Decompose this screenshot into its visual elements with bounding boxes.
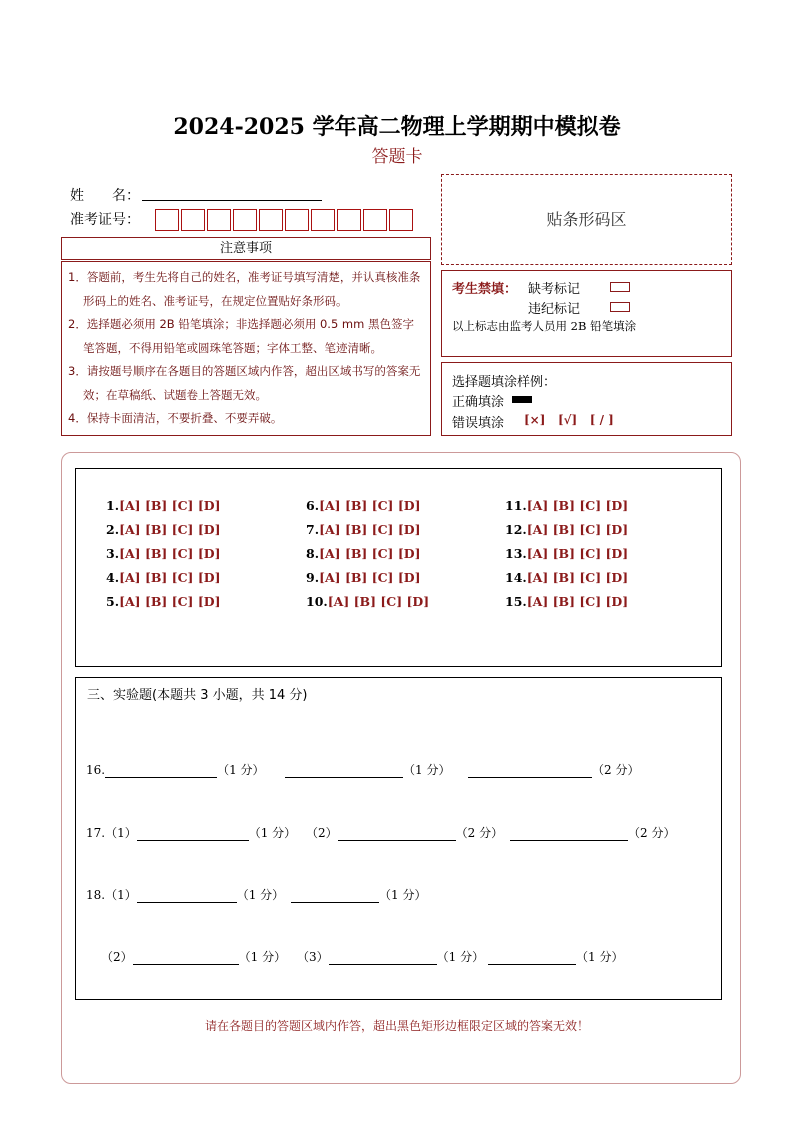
id-digit-box[interactable]: [311, 209, 335, 231]
choice-question: [505, 498, 628, 513]
choice-options[interactable]: [A] [B] [C] [D]: [119, 546, 221, 561]
choice-options[interactable]: [A] [B] [C] [D]: [526, 522, 629, 537]
question-number: 14.: [505, 570, 527, 585]
answer-blank[interactable]: [105, 763, 217, 778]
choice-options[interactable]: [A] [B] [C] [D]: [327, 594, 430, 609]
answer-blank[interactable]: [338, 826, 456, 841]
question-number: 1.: [106, 498, 120, 513]
choice-options[interactable]: [A] [B] [C] [D]: [119, 498, 221, 513]
choice-options[interactable]: [A] [B] [C] [D]: [526, 546, 629, 561]
question-number: 2.: [106, 522, 120, 537]
absent-label: 缺考标记: [528, 282, 581, 297]
notice-item: 1．答题前，考生先将自己的姓名，准考证号填写清楚，并认真核准条形码上的姓名、准考证号，在规定位置贴好条形码。: [68, 270, 421, 308]
q17-row-3: [510, 824, 675, 841]
q18-row-b: [101, 948, 286, 965]
score: （1 分）: [248, 826, 297, 840]
answer-blank[interactable]: [468, 763, 592, 778]
forbidden-note: 以上标志由监考人员用 2B 铅笔填涂: [452, 319, 637, 333]
q17-row: [86, 824, 296, 841]
notice-list: [62, 262, 430, 431]
question-number: 11.: [505, 498, 527, 513]
id-digit-box[interactable]: [233, 209, 257, 231]
q18-row: [86, 886, 284, 903]
choice-question: [505, 546, 628, 561]
choice-question: [505, 594, 628, 609]
fill-example-box: [441, 362, 732, 436]
notice-heading: 注意事项: [219, 241, 272, 256]
q16-number: 16.: [86, 763, 106, 777]
score: （1 分）: [236, 888, 285, 902]
choice-options[interactable]: [A] [B] [C] [D]: [119, 570, 221, 585]
id-digit-box[interactable]: [181, 209, 205, 231]
score: （1 分）: [576, 950, 624, 964]
notice-box: [61, 261, 431, 436]
score: （1 分）: [379, 888, 427, 902]
question-number: 12.: [505, 522, 527, 537]
score: （2 分）: [628, 826, 676, 840]
violation-mark[interactable]: [610, 302, 630, 312]
q18-part2: （2）: [101, 950, 133, 964]
score: （1 分）: [238, 950, 287, 964]
question-number: 4.: [106, 570, 120, 585]
q16-row-3: [468, 761, 639, 778]
q18-part3: （3）: [297, 950, 329, 964]
id-label: 准考证号：: [70, 212, 140, 228]
notice-item: 3．请按题号顺序在各题目的答题区域内作答，超出区域书写的答案无效；在草稿纸、试题卷上答题无效。: [68, 364, 421, 402]
question-number: 9.: [306, 570, 320, 585]
choice-question: [106, 522, 221, 537]
choice-options[interactable]: [A] [B] [C] [D]: [526, 498, 629, 513]
name-label: 姓 名：: [70, 188, 140, 204]
answer-blank[interactable]: [133, 950, 239, 965]
choice-question: [306, 570, 421, 585]
experiment-title: 三、实验题(本题共 3 小题，共 14 分): [87, 688, 308, 703]
q18-number: 18.（1）: [86, 888, 137, 902]
q16-row-2: [285, 761, 450, 778]
notice-item: 2．选择题必须用 2B 铅笔填涂；非选择题必须用 0.5 mm 黑色签字笔答题，不得用铅笔或圆珠笔答题；字体工整、笔迹清晰。: [68, 317, 414, 355]
violation-label: 违纪标记: [528, 302, 581, 317]
score: （1 分）: [217, 763, 265, 777]
question-number: 3.: [106, 546, 120, 561]
q17-part2: （2）: [306, 826, 338, 840]
id-boxes: [155, 209, 425, 235]
fill-example-title: 选择题填涂样例：: [452, 375, 557, 390]
question-number: 6.: [306, 498, 320, 513]
answer-blank[interactable]: [137, 888, 237, 903]
choice-question: [505, 570, 628, 585]
answer-blank[interactable]: [291, 888, 379, 903]
id-digit-box[interactable]: [207, 209, 231, 231]
notice-heading-box: [61, 237, 431, 260]
barcode-label: 贴条形码区: [546, 210, 627, 229]
id-digit-box[interactable]: [285, 209, 309, 231]
q18-row-b2: [297, 948, 484, 965]
choice-options[interactable]: [A] [B] [C] [D]: [319, 498, 421, 513]
choice-question: [106, 498, 221, 513]
score: （2 分）: [592, 763, 640, 777]
answer-blank[interactable]: [488, 950, 576, 965]
q18-row-2: [291, 886, 426, 903]
question-number: 10.: [306, 594, 328, 609]
choice-question: [306, 498, 421, 513]
q17-row-2: [306, 824, 503, 841]
choice-question: [106, 594, 221, 609]
name-field[interactable]: [142, 200, 322, 201]
q18-row-b3: [488, 948, 623, 965]
question-number: 8.: [306, 546, 320, 561]
choice-question: [106, 546, 221, 561]
choice-options[interactable]: [A] [B] [C] [D]: [526, 570, 629, 585]
id-digit-box[interactable]: [363, 209, 387, 231]
forbidden-label: 考生禁填：: [452, 282, 518, 297]
id-digit-box[interactable]: [259, 209, 283, 231]
choice-options[interactable]: [A] [B] [C] [D]: [119, 594, 221, 609]
footer-note: 请在各题目的答题区域内作答，超出黑色矩形边框限定区域的答案无效！: [204, 1019, 589, 1033]
score: （2 分）: [455, 826, 504, 840]
choice-options[interactable]: [A] [B] [C] [D]: [119, 522, 221, 537]
choice-question: [306, 522, 421, 537]
choice-question: [306, 546, 421, 561]
score: （1 分）: [436, 950, 485, 964]
choice-options[interactable]: [A] [B] [C] [D]: [526, 594, 629, 609]
forbidden-box: [441, 270, 732, 357]
choice-options[interactable]: [A] [B] [C] [D]: [319, 522, 421, 537]
answer-blank[interactable]: [285, 763, 403, 778]
choice-options[interactable]: [A] [B] [C] [D]: [319, 546, 421, 561]
answer-blank[interactable]: [329, 950, 437, 965]
wrong-mark: [×]: [524, 413, 546, 427]
id-digit-box[interactable]: [155, 209, 179, 231]
id-digit-box[interactable]: [337, 209, 361, 231]
absent-mark[interactable]: [610, 282, 630, 292]
score: （1 分）: [403, 763, 451, 777]
question-number: 13.: [505, 546, 527, 561]
correct-fill-label: 正确填涂: [452, 395, 505, 410]
page-subtitle: 答题卡: [371, 147, 423, 167]
q17-number: 17.（1）: [86, 826, 137, 840]
id-digit-box[interactable]: [389, 209, 413, 231]
question-number: 5.: [106, 594, 120, 609]
notice-item: 4．保持卡面清洁，不要折叠、不要弄破。: [68, 411, 283, 425]
q16-row: [86, 761, 265, 778]
wrong-fill-label: 错误填涂: [452, 416, 505, 431]
choice-question: [106, 570, 221, 585]
correct-fill-mark: [512, 396, 532, 403]
choice-question: [505, 522, 628, 537]
wrong-mark: [ / ]: [589, 413, 614, 427]
answer-blank[interactable]: [510, 826, 628, 841]
answer-blank[interactable]: [137, 826, 249, 841]
barcode-area: [441, 174, 732, 265]
wrong-mark: [√]: [557, 413, 578, 427]
wrong-fill-marks: [524, 413, 614, 427]
page-title: 2024-2025 学年高二物理上学期期中模拟卷: [173, 114, 621, 140]
choice-options[interactable]: [A] [B] [C] [D]: [319, 570, 421, 585]
question-number: 7.: [306, 522, 320, 537]
question-number: 15.: [505, 594, 527, 609]
choice-question: [306, 594, 429, 609]
